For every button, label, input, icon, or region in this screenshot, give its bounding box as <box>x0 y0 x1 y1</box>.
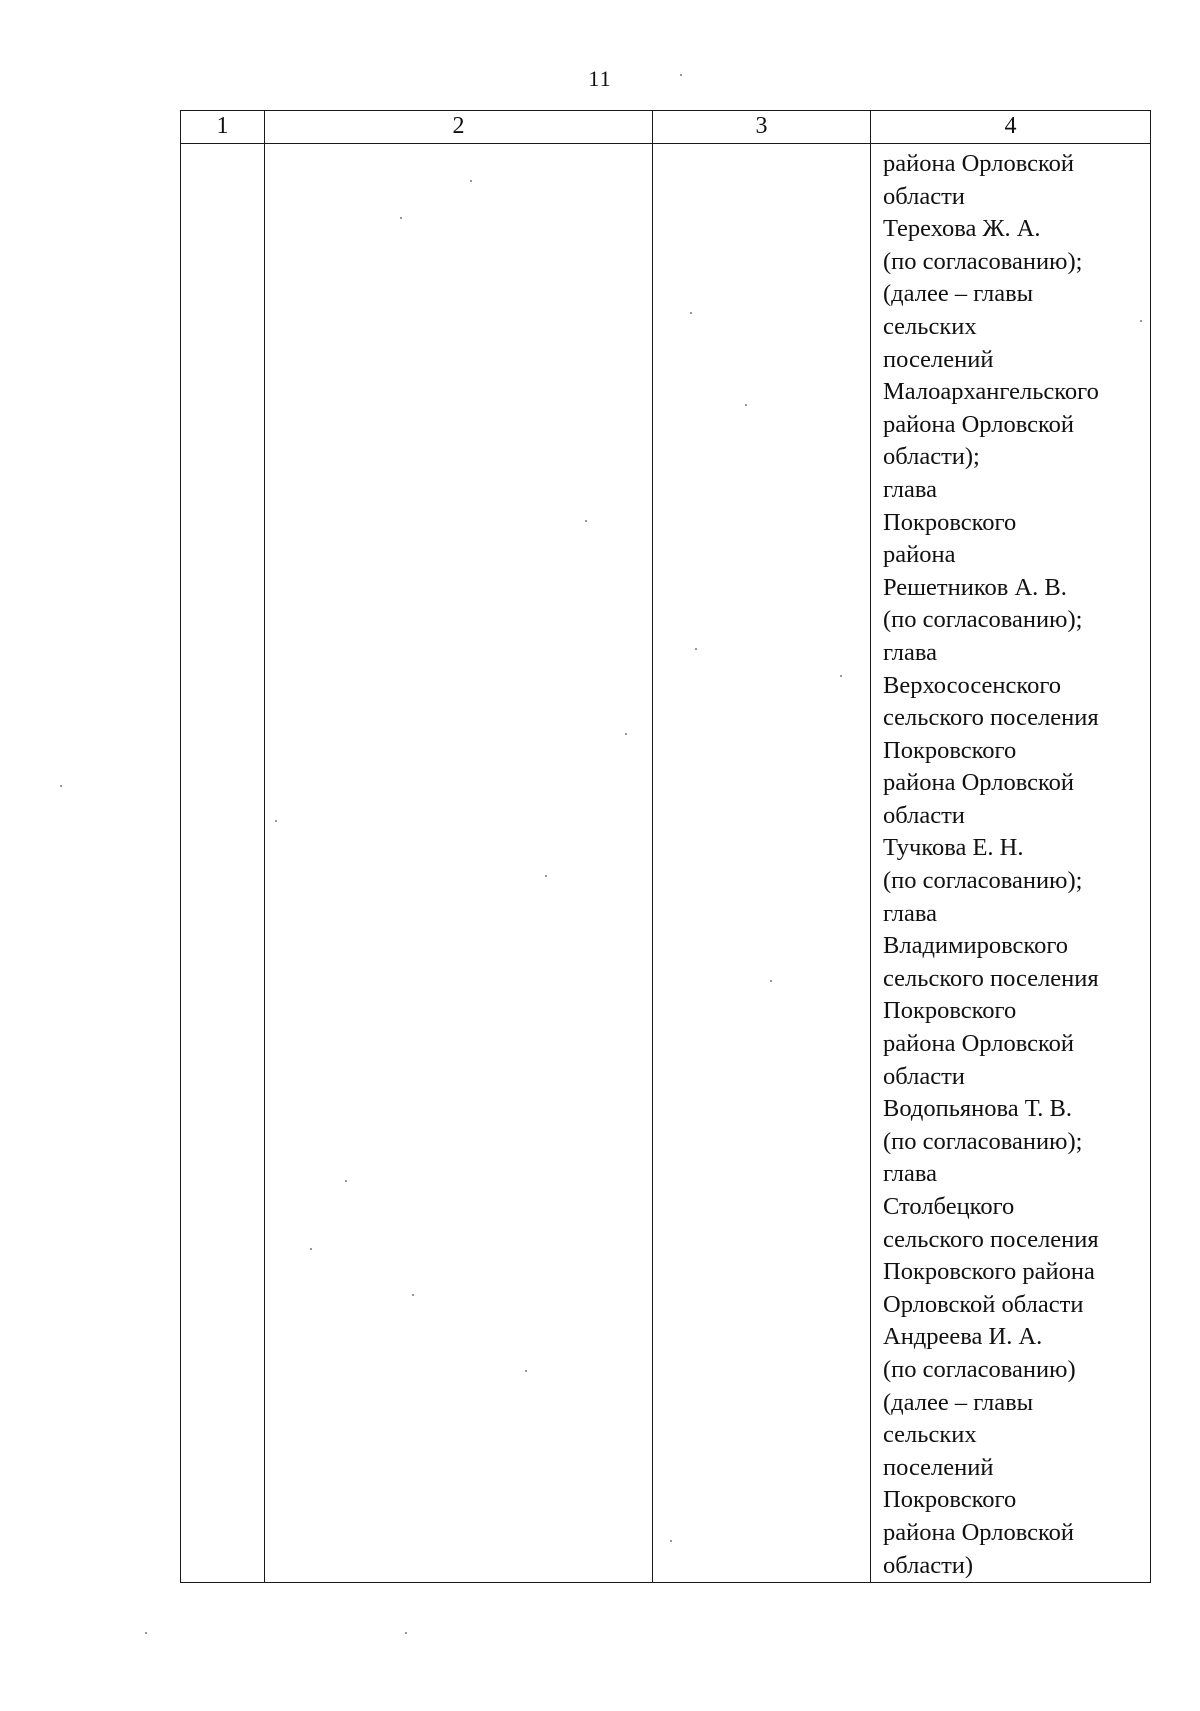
page-number: 11 <box>588 66 612 91</box>
list-item: района Орловской <box>883 1518 1075 1546</box>
scan-speck <box>405 1632 407 1634</box>
list-item: Тучкова Е. Н. <box>883 834 1024 862</box>
list-item: Терехова Ж. А. <box>883 215 1041 243</box>
list-item: (далее – главы <box>883 280 1034 308</box>
scan-speck <box>400 217 402 219</box>
list-item: Водопьянова Т. В. <box>883 1095 1072 1123</box>
column-header-2: 2 <box>265 111 653 144</box>
list-item: Верхососенского <box>883 671 1062 699</box>
scan-speck <box>670 1540 672 1542</box>
scan-speck <box>345 1180 347 1182</box>
scan-speck <box>840 675 842 677</box>
list-item: сельского поселения <box>883 1225 1099 1253</box>
scan-speck <box>680 74 682 76</box>
list-item: Владимировского <box>883 932 1069 960</box>
list-item: области <box>883 182 965 210</box>
scan-speck <box>745 404 747 406</box>
column-header-3: 3 <box>653 111 871 144</box>
list-item: области <box>883 1062 965 1090</box>
cell-column-2 <box>265 144 653 1583</box>
list-item: Покровского района <box>883 1258 1095 1286</box>
scan-speck <box>525 1370 527 1372</box>
cell-column-4 <box>871 144 1151 1583</box>
table-header-row <box>181 111 1151 144</box>
list-item: глава <box>883 475 938 503</box>
scan-speck <box>585 520 587 522</box>
scan-speck <box>545 875 547 877</box>
list-item: района Орловской <box>883 410 1075 438</box>
list-item: (по согласованию); <box>883 606 1083 634</box>
list-item: (далее – главы <box>883 1388 1034 1416</box>
scan-speck <box>412 1294 414 1296</box>
list-item: сельского поселения <box>883 704 1099 732</box>
list-item: Покровского <box>883 1486 1017 1514</box>
scan-speck <box>275 820 277 822</box>
cell-column-3 <box>653 144 871 1583</box>
scan-speck <box>310 1248 312 1250</box>
list-item: (по согласованию); <box>883 867 1083 895</box>
list-item: района Орловской <box>883 1030 1075 1058</box>
list-item: области) <box>883 1551 974 1579</box>
list-item: Покровского <box>883 736 1017 764</box>
list-item: сельских <box>883 1421 977 1449</box>
document-table <box>180 110 1151 1583</box>
list-item: области); <box>883 443 980 471</box>
list-item: сельского поселения <box>883 964 1099 992</box>
list-item: района <box>883 541 956 569</box>
table-row <box>181 144 1151 1583</box>
scan-speck <box>695 648 697 650</box>
list-item: (по согласованию) <box>883 1355 1076 1383</box>
participants-list <box>871 144 1150 1582</box>
list-item: Покровского <box>883 997 1017 1025</box>
list-item: Андреева И. А. <box>883 1323 1043 1351</box>
column-header-1: 1 <box>181 111 265 144</box>
scan-speck <box>625 733 627 735</box>
list-item: Столбецкого <box>883 1193 1015 1220</box>
list-item: района Орловской <box>883 769 1075 797</box>
list-item: района Орловской <box>883 150 1075 177</box>
scan-speck <box>770 980 772 982</box>
list-item: глава <box>883 899 938 927</box>
scan-speck <box>470 180 472 182</box>
list-item: Решетников А. В. <box>883 573 1067 601</box>
cell-column-1 <box>181 144 265 1583</box>
list-item: области <box>883 801 965 829</box>
list-item: глава <box>883 1160 938 1188</box>
list-item: глава <box>883 638 938 666</box>
column-header-4: 4 <box>871 111 1151 144</box>
list-item: (по согласованию); <box>883 1127 1083 1155</box>
list-item: Орловской области <box>883 1290 1084 1318</box>
list-item: сельских <box>883 312 977 340</box>
list-item: поселений <box>883 345 994 373</box>
scan-speck <box>145 1632 147 1634</box>
scan-speck <box>690 312 692 314</box>
list-item: Малоархангельского <box>883 378 1099 406</box>
scan-speck <box>60 785 62 787</box>
list-item: Покровского <box>883 508 1017 536</box>
list-item: поселений <box>883 1453 994 1481</box>
scan-speck <box>1140 320 1142 322</box>
list-item: (по согласованию); <box>883 247 1083 275</box>
